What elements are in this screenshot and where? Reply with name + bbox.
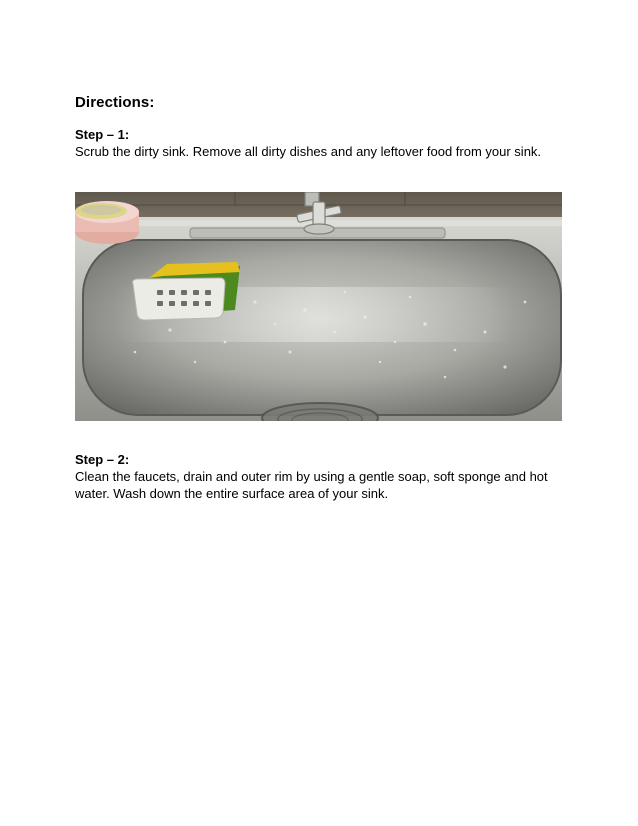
directions-heading: Directions: bbox=[75, 94, 155, 111]
step-2-label: Step – 2: bbox=[75, 452, 130, 467]
sink-photo bbox=[75, 192, 562, 421]
soap-dish bbox=[75, 201, 139, 244]
step-1-text: Scrub the dirty sink. Remove all dirty dishes and any leftover food from your sink. bbox=[75, 144, 542, 159]
step-1-label: Step – 1: bbox=[75, 127, 130, 142]
step-2-text: Clean the faucets, drain and outer rim by using a gentle soap, soft sponge and hot water. Wash down the entire surface area of your sink. bbox=[75, 469, 548, 501]
